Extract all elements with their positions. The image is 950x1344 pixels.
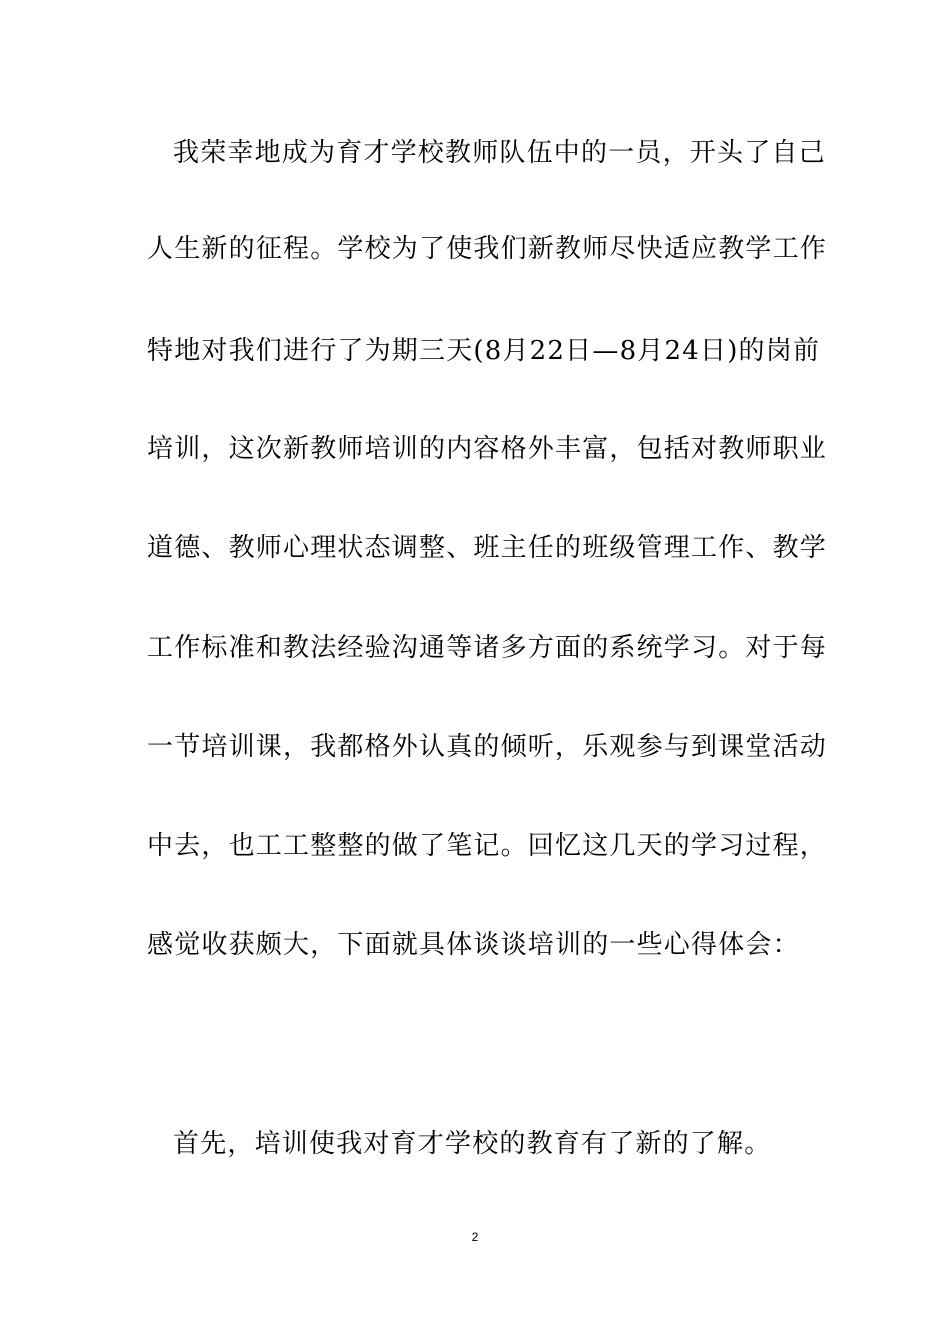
paragraph-1-line-2: 人生新的征程。学校为了使我们新教师尽快适应教学工作 [147,234,828,264]
paragraph-1-line-9: 感觉收获颇大，下面就具体谈谈培训的一些心得体会： [147,930,800,960]
paragraph-1-line-7: 一节培训课，我都格外认真的倾听，乐观参与到课堂活动 [147,732,828,762]
paragraph-1-line-6: 工作标准和教法经验沟通等诸多方面的系统学习。对于每 [147,633,828,663]
paragraph-1-line-1: 我荣幸地成为育才学校教师队伍中的一员，开头了自己 [173,138,826,168]
page-number: 2 [471,1230,479,1244]
paragraph-1-line-4: 培训，这次新教师培训的内容格外丰富，包括对教师职业 [147,434,828,464]
paragraph-1-line-3: 特地对我们进行了为期三天(8月22日—8月24日)的岗前 [147,336,821,366]
paragraph-1-line-8: 中去，也工工整整的做了笔记。回忆这几天的学习过程， [147,831,828,861]
paragraph-2: 首先，培训使我对育才学校的教育有了新的了解。 [173,1129,772,1159]
paragraph-1-line-5: 道德、教师心理状态调整、班主任的班级管理工作、教学 [147,533,828,563]
